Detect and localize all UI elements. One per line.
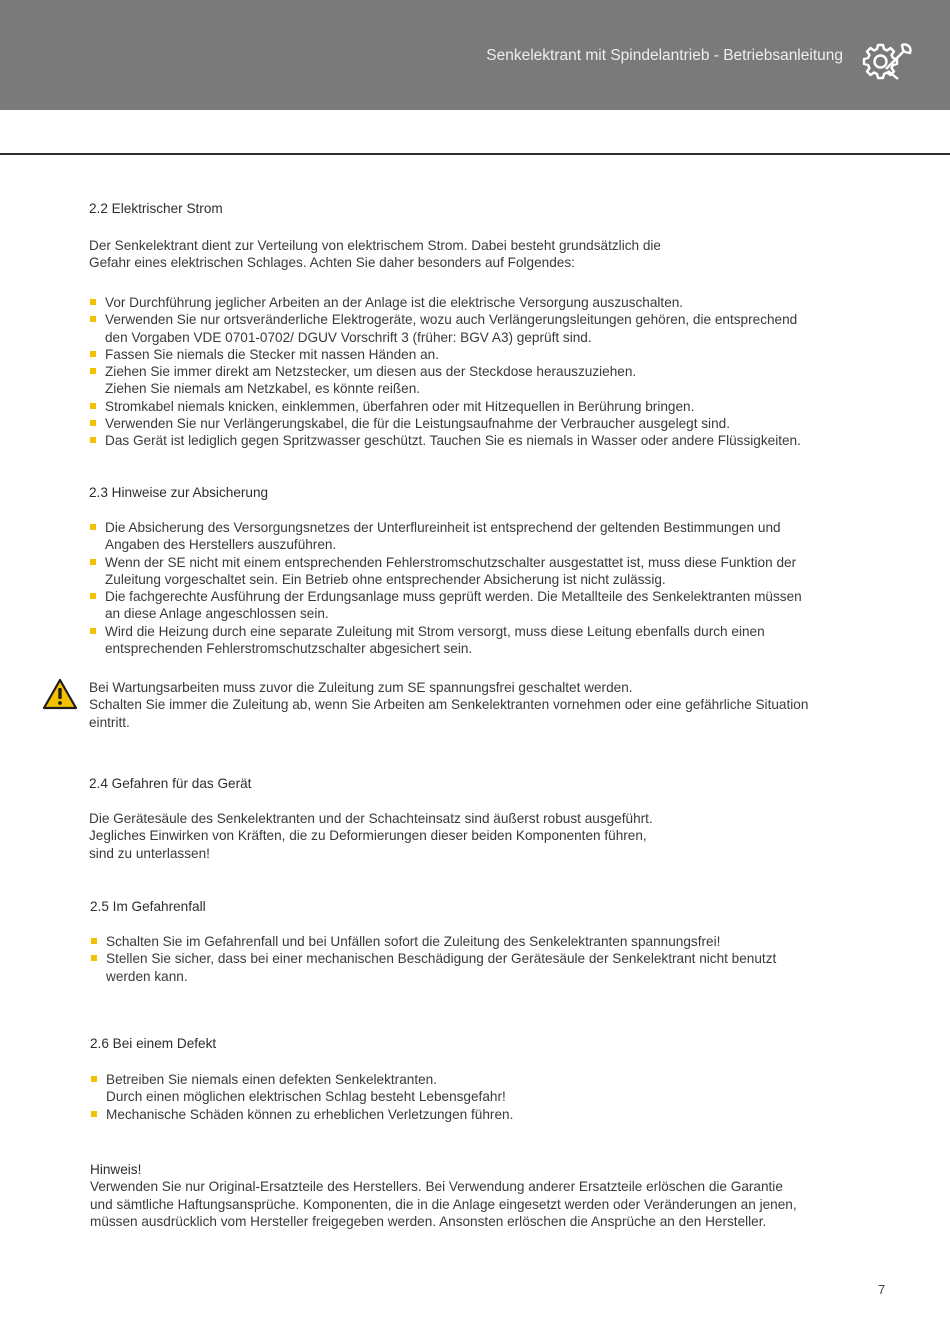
bullet-marker xyxy=(90,299,96,305)
section-heading-2-2: 2.2 Elektrischer Strom xyxy=(89,201,223,216)
warning-line: Schalten Sie immer die Zuleitung ab, wenn Sie Arbeiten am Senkelektranten vornehmen oder eine gefährliche Situation xyxy=(89,697,809,713)
list-item-text: Ziehen Sie niemals am Netzkabel, es könnte reißen. xyxy=(105,381,421,397)
section-heading-2-4: 2.4 Gefahren für das Gerät xyxy=(89,776,252,791)
bullet-marker xyxy=(90,420,96,426)
list-item-text: Ziehen Sie immer direkt am Netzstecker, um diesen aus der Steckdose herauszuziehen. xyxy=(105,364,637,380)
section-heading-2-6: 2.6 Bei einem Defekt xyxy=(90,1036,217,1051)
warning-text xyxy=(89,679,808,731)
list-item xyxy=(89,363,801,398)
list-item xyxy=(89,398,801,415)
bullet-marker xyxy=(91,1076,97,1082)
list-item xyxy=(89,311,801,346)
list-item xyxy=(89,588,802,623)
warning-icon xyxy=(42,678,78,710)
list-item xyxy=(90,933,776,950)
page-number: 7 xyxy=(878,1282,886,1297)
list-item xyxy=(89,554,802,589)
bullet-marker xyxy=(90,559,96,565)
list-item-text: Stromkabel niemals knicken, einklemmen, überfahren oder mit Hitzequellen in Berührung bringen. xyxy=(105,398,695,414)
list-item-text: Stellen Sie sicher, dass bei einer mechanischen Beschädigung der Gerätesäule der Senkelektrant nicht benutzt xyxy=(106,951,777,967)
list-item-text: Betreiben Sie niemals einen defekten Senkelektranten. xyxy=(106,1072,437,1087)
section-2-4-body xyxy=(89,810,653,862)
note-line: und sämtliche Haftungsansprüche. Komponenten, die in die Anlage eingesetzt werden oder Veränderungen an jenen, xyxy=(90,1196,797,1212)
list-item-text: an diese Anlage angeschlossen sein. xyxy=(105,606,329,622)
note-line: müssen ausdrücklich vom Hersteller freigegeben werden. Ansonsten erlöschen die Ansprüche an den Hersteller. xyxy=(90,1213,767,1229)
intro-line: Gefahr eines elektrischen Schlages. Achten Sie daher besonders auf Folgendes: xyxy=(89,255,575,271)
list-item-text: Angaben des Herstellers auszuführen. xyxy=(105,537,337,553)
bullet-marker xyxy=(91,938,97,944)
bullet-marker xyxy=(90,403,96,409)
note-line: Verwenden Sie nur Original-Ersatzteile des Herstellers. Bei Verwendung anderer Ersatzteile erlöschen die Garantie xyxy=(90,1179,783,1195)
page-header xyxy=(0,0,950,110)
bullet-marker xyxy=(90,628,96,634)
intro-line: Der Senkelektrant dient zur Verteilung von elektrischem Strom. Dabei besteht grundsätzlich die xyxy=(89,238,661,253)
bullet-marker xyxy=(90,524,96,530)
section-2-3-list xyxy=(89,519,802,657)
section-2-2-list xyxy=(89,294,801,450)
list-item-text: Vor Durchführung jeglicher Arbeiten an der Anlage ist die elektrische Versorgung auszuschalten. xyxy=(105,295,684,310)
bullet-marker xyxy=(91,955,97,961)
gear-wrench-icon xyxy=(858,39,916,83)
list-item xyxy=(90,1106,513,1123)
list-item-text: Verwenden Sie nur Verlängerungskabel, die für die Leistungsaufnahme der Verbraucher ausgelegt sind. xyxy=(105,416,730,432)
list-item xyxy=(89,294,801,311)
list-item-text: Die Absicherung des Versorgungsnetzes der Unterflureinheit ist entsprechend der geltenden Bestimmungen und xyxy=(105,520,781,535)
warning-line: eintritt. xyxy=(89,714,130,730)
list-item xyxy=(89,415,801,432)
list-item xyxy=(89,432,801,449)
list-item-text: Verwenden Sie nur ortsveränderliche Elektrogeräte, wozu auch Verlängerungsleitungen gehören, die entsprechend xyxy=(105,312,798,328)
section-heading-2-5: 2.5 Im Gefahrenfall xyxy=(90,899,206,914)
list-item-text: Fassen Sie niemals die Stecker mit nassen Händen an. xyxy=(105,346,439,362)
list-item xyxy=(90,1071,513,1106)
list-item-text: entsprechenden Fehlerstromschutzschalter abgesichert sein. xyxy=(105,641,473,657)
list-item-text: Wird die Heizung durch eine separate Zuleitung mit Strom versorgt, muss diese Leitung ebenfalls durch einen xyxy=(105,623,765,639)
section-2-2-intro xyxy=(89,237,661,272)
list-item xyxy=(89,346,801,363)
note-block xyxy=(90,1161,797,1230)
list-item-text: werden kann. xyxy=(106,968,188,984)
list-item-text: den Vorgaben VDE 0701-0702/ DGUV Vorschrift 3 (früher: BGV A3) geprüft sind. xyxy=(105,329,592,345)
header-rule xyxy=(0,153,950,155)
section-heading-2-3: 2.3 Hinweise zur Absicherung xyxy=(89,485,269,500)
bullet-marker xyxy=(90,351,96,357)
body-line: sind zu unterlassen! xyxy=(89,845,210,861)
section-2-6-list xyxy=(90,1071,513,1123)
list-item-text: Das Gerät ist lediglich gegen Spritzwasser geschützt. Tauchen Sie es niemals in Wasser oder andere Flüssigkeiten. xyxy=(105,433,801,449)
note-label: Hinweis! xyxy=(90,1162,142,1177)
warning-line: Bei Wartungsarbeiten muss zuvor die Zuleitung zum SE spannungsfrei geschaltet werden. xyxy=(89,680,633,695)
bullet-marker xyxy=(91,1111,97,1117)
bullet-marker xyxy=(90,437,96,443)
list-item-text: Schalten Sie im Gefahrenfall und bei Unfällen sofort die Zuleitung des Senkelektranten spannungsfrei! xyxy=(106,934,721,949)
bullet-marker xyxy=(90,316,96,322)
bullet-marker xyxy=(90,593,96,599)
list-item-text: Wenn der SE nicht mit einem entsprechenden Fehlerstromschutzschalter ausgestattet ist, muss diese Funktion der xyxy=(105,554,797,570)
list-item-text: Zuleitung vorgeschaltet sein. Ein Betrieb ohne entsprechender Absicherung ist nicht zulässig. xyxy=(105,571,666,587)
list-item-text: Mechanische Schäden können zu erheblichen Verletzungen führen. xyxy=(106,1106,514,1122)
body-line: Die Gerätesäule des Senkelektranten und der Schachteinsatz sind äußerst robust ausgeführt. xyxy=(89,811,653,826)
list-item xyxy=(90,950,776,985)
list-item xyxy=(89,519,802,554)
bullet-marker xyxy=(90,368,96,374)
document-title: Senkelektrant mit Spindelantrieb - Betriebsanleitung xyxy=(486,47,843,64)
section-2-5-list xyxy=(90,933,776,985)
list-item-text: Durch einen möglichen elektrischen Schlag besteht Lebensgefahr! xyxy=(106,1089,506,1105)
list-item xyxy=(89,623,802,658)
body-line: Jegliches Einwirken von Kräften, die zu Deformierungen dieser beiden Komponenten führen, xyxy=(89,828,647,844)
list-item-text: Die fachgerechte Ausführung der Erdungsanlage muss geprüft werden. Die Metallteile des Senkelektranten müssen xyxy=(105,589,802,605)
